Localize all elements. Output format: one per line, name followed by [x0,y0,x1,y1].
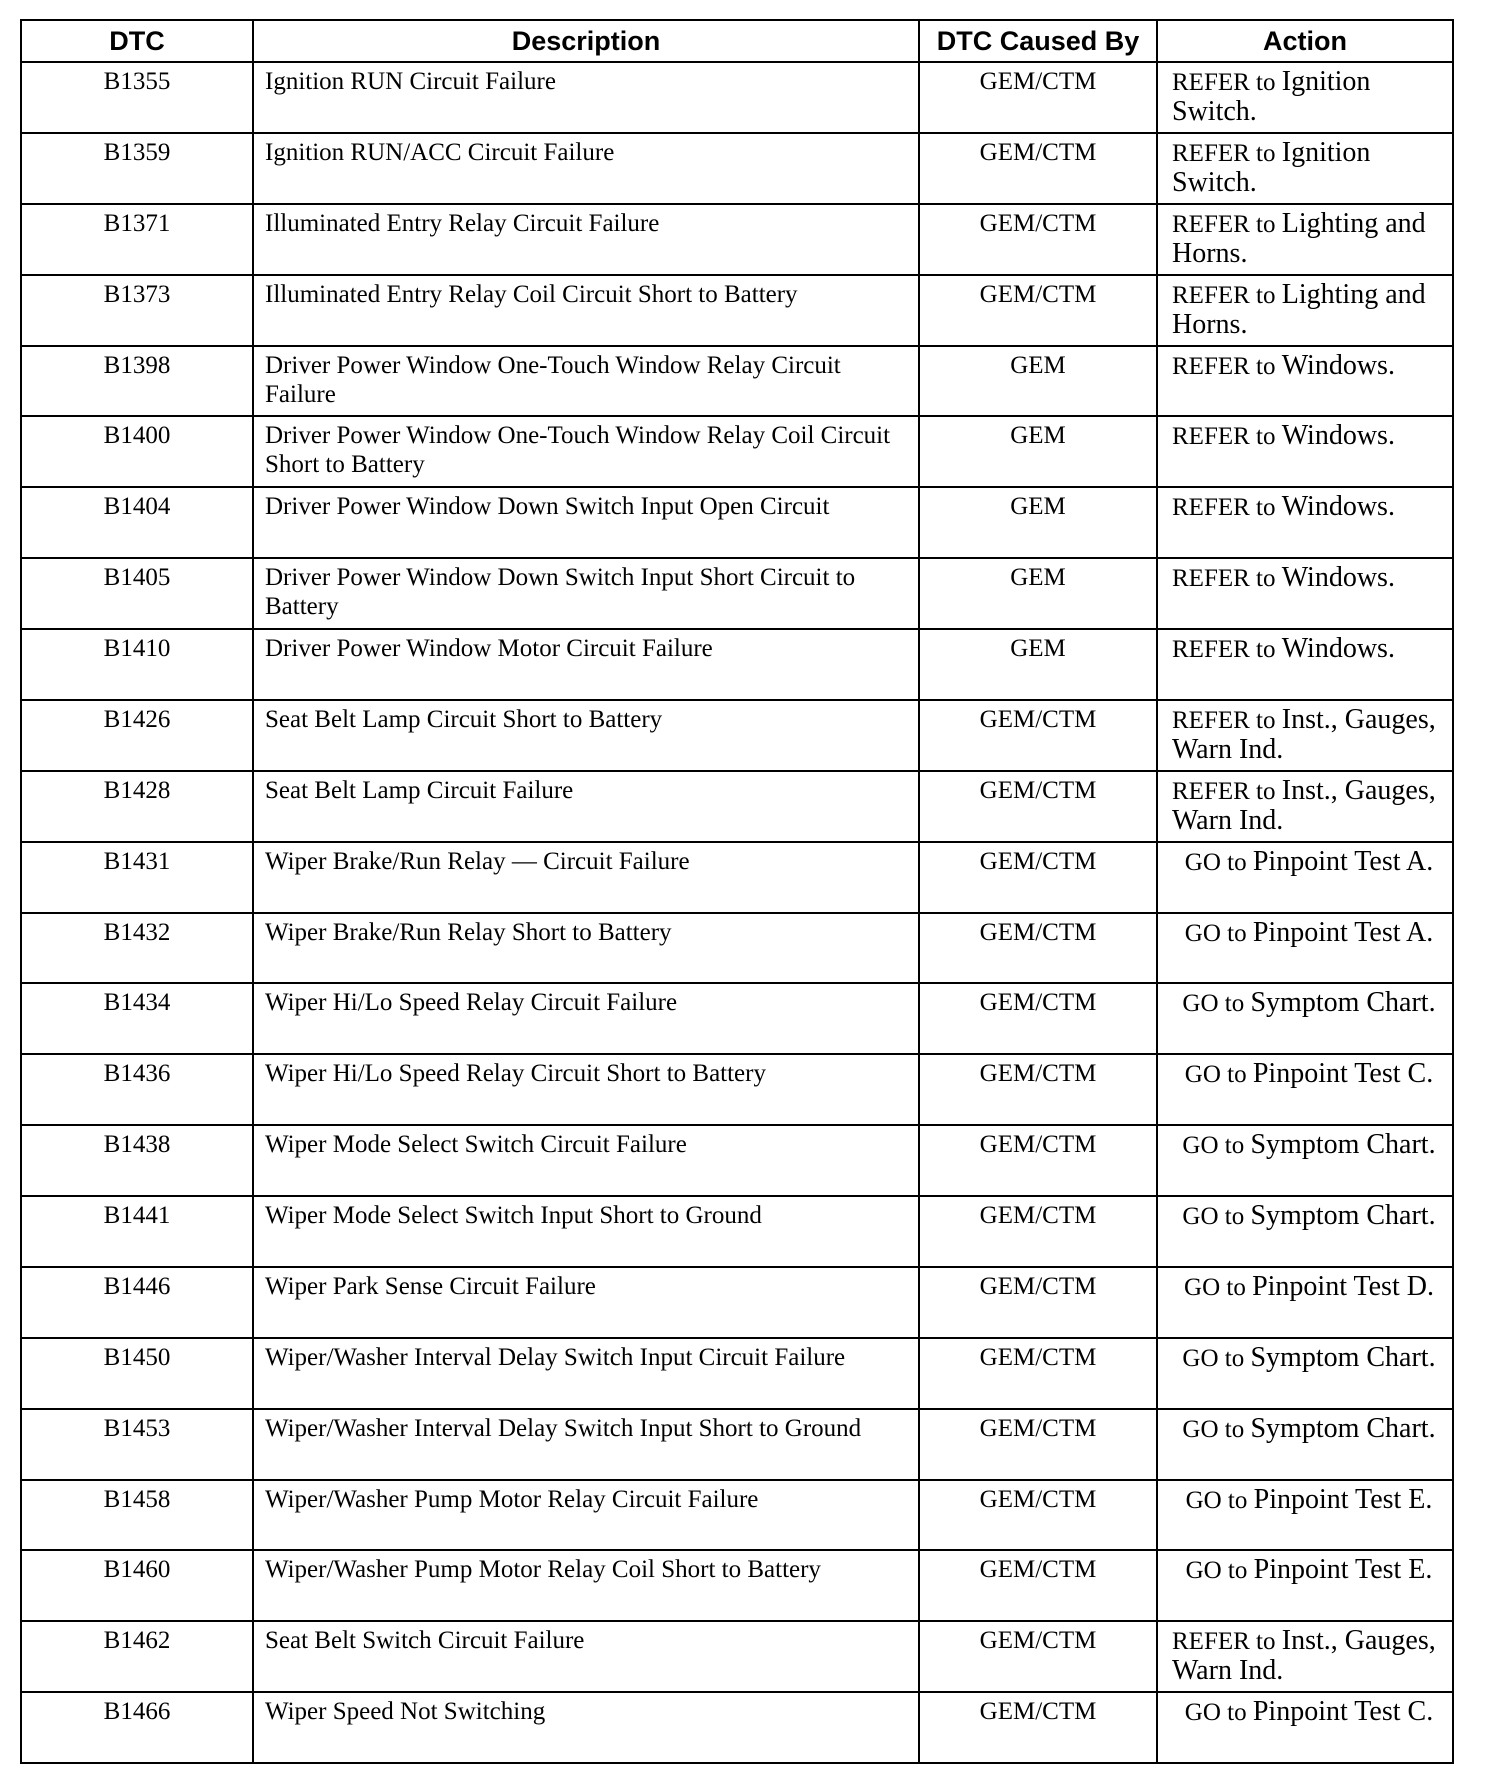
dtc-action [1157,1267,1453,1338]
dtc-description: Illuminated Entry Relay Circuit Failure [253,204,919,275]
action-target: Windows. [1281,349,1395,381]
action-verb: GO to [1184,848,1247,876]
action-verb: GO to [1184,1273,1246,1301]
dtc-action [1157,1621,1453,1692]
action-verb: REFER to [1172,281,1276,309]
dtc-caused-by: GEM/CTM [919,275,1157,346]
dtc-code: B1446 [21,1267,253,1338]
action-target: Windows. [1281,633,1395,664]
dtc-description: Driver Power Window Down Switch Input Open Circuit [253,487,919,558]
dtc-action [1157,62,1453,133]
table-body [21,62,1453,1763]
action-target: Ignition Switch. [1172,66,1371,127]
dtc-action [1157,1125,1453,1196]
action-verb: REFER to [1172,423,1276,451]
action-verb: REFER to [1172,636,1276,663]
dtc-description: Ignition RUN Circuit Failure [253,62,919,133]
action-target: Windows. [1281,491,1395,523]
dtc-caused-by: GEM/CTM [919,62,1157,133]
action-verb: GO to [1182,1132,1245,1160]
action-target: Pinpoint Test A. [1252,916,1434,948]
action-verb: REFER to [1172,565,1276,593]
dtc-description: Ignition RUN/ACC Circuit Failure [253,133,919,204]
table-row [21,346,1453,417]
table-row [21,1480,1453,1551]
dtc-description: Wiper Mode Select Switch Circuit Failure [253,1125,919,1196]
dtc-code: B1371 [21,204,253,275]
dtc-code: B1359 [21,133,253,204]
dtc-caused-by: GEM/CTM [919,1621,1157,1692]
action-target: Symptom Chart. [1250,1341,1436,1373]
table-row [21,416,1453,487]
action-target: Lighting and Horns. [1172,278,1426,340]
action-verb: GO to [1182,1344,1245,1372]
dtc-caused-by: GEM/CTM [919,204,1157,275]
action-verb: GO to [1185,1557,1248,1585]
dtc-description: Wiper Mode Select Switch Input Short to Ground [253,1196,919,1267]
table-row [21,558,1453,629]
dtc-code: B1458 [21,1480,253,1551]
table-header [21,20,1453,62]
dtc-caused-by: GEM/CTM [919,983,1157,1054]
dtc-description: Driver Power Window One-Touch Window Relay Circuit Failure [253,346,919,417]
action-target: Lighting and Horns. [1172,207,1426,269]
dtc-code: B1441 [21,1196,253,1267]
dtc-description: Wiper/Washer Pump Motor Relay Circuit Failure [253,1480,919,1551]
dtc-code: B1428 [21,771,253,842]
dtc-caused-by: GEM/CTM [919,1550,1157,1621]
dtc-code: B1426 [21,700,253,771]
table-row [21,842,1453,913]
dtc-description: Wiper/Washer Interval Delay Switch Input Circuit Failure [253,1338,919,1409]
dtc-description: Wiper Park Sense Circuit Failure [253,1267,919,1338]
dtc-description: Driver Power Window Down Switch Input Short Circuit to Battery [253,558,919,629]
table-row [21,700,1453,771]
dtc-code: B1432 [21,913,253,984]
dtc-action [1157,275,1453,346]
dtc-code: B1462 [21,1621,253,1692]
header-row [21,20,1453,62]
dtc-caused-by: GEM [919,558,1157,629]
dtc-description: Wiper Hi/Lo Speed Relay Circuit Short to Battery [253,1054,919,1125]
table-row [21,1267,1453,1338]
dtc-description: Wiper/Washer Interval Delay Switch Input Short to Ground [253,1409,919,1480]
header-caused-by: DTC Caused By [919,20,1157,62]
dtc-code: B1431 [21,842,253,913]
table-row [21,1621,1453,1692]
dtc-caused-by: GEM [919,346,1157,417]
dtc-action [1157,629,1453,700]
action-target: Pinpoint Test C. [1252,1696,1434,1728]
dtc-code: B1438 [21,1125,253,1196]
table-row [21,204,1453,275]
dtc-description: Wiper Brake/Run Relay Short to Battery [253,913,919,984]
dtc-caused-by: GEM/CTM [919,1480,1157,1551]
dtc-code: B1410 [21,629,253,700]
table-row [21,983,1453,1054]
dtc-action [1157,1480,1453,1551]
table-row [21,1054,1453,1125]
dtc-caused-by: GEM/CTM [919,771,1157,842]
dtc-action [1157,771,1453,842]
action-verb: GO to [1184,1699,1247,1727]
action-target: Inst., Gauges, Warn Ind. [1172,1625,1436,1687]
table-row [21,771,1453,842]
dtc-action [1157,1054,1453,1125]
dtc-table [20,19,1454,1764]
table-row [21,1196,1453,1267]
action-verb: REFER to [1172,706,1276,734]
dtc-description: Wiper/Washer Pump Motor Relay Coil Short to Battery [253,1550,919,1621]
table-row [21,1692,1453,1763]
dtc-action [1157,842,1453,913]
dtc-code: B1453 [21,1409,253,1480]
dtc-caused-by: GEM/CTM [919,1267,1157,1338]
table-row [21,275,1453,346]
dtc-description: Wiper Brake/Run Relay — Circuit Failure [253,842,919,913]
dtc-caused-by: GEM/CTM [919,1692,1157,1763]
dtc-action [1157,1409,1453,1480]
header-action: Action [1157,20,1453,62]
action-target: Symptom Chart. [1250,1129,1436,1161]
dtc-action [1157,346,1453,417]
dtc-caused-by: GEM/CTM [919,913,1157,984]
dtc-action [1157,1196,1453,1267]
dtc-action [1157,133,1453,204]
dtc-description: Wiper Hi/Lo Speed Relay Circuit Failure [253,983,919,1054]
action-target: Symptom Chart. [1250,1412,1436,1444]
table-row [21,1338,1453,1409]
action-target: Pinpoint Test C. [1252,1058,1434,1090]
dtc-code: B1373 [21,275,253,346]
dtc-code: B1404 [21,487,253,558]
dtc-action [1157,204,1453,275]
action-verb: GO to [1184,1061,1247,1089]
dtc-code: B1460 [21,1550,253,1621]
dtc-action [1157,983,1453,1054]
dtc-code: B1355 [21,62,253,133]
action-verb: GO to [1185,1486,1248,1514]
dtc-description: Wiper Speed Not Switching [253,1692,919,1763]
dtc-description: Seat Belt Switch Circuit Failure [253,1621,919,1692]
action-target: Pinpoint Test E. [1253,1483,1433,1515]
dtc-description: Illuminated Entry Relay Coil Circuit Short to Battery [253,275,919,346]
dtc-action [1157,1338,1453,1409]
dtc-caused-by: GEM/CTM [919,1196,1157,1267]
action-verb: REFER to [1172,69,1276,96]
action-target: Symptom Chart. [1250,1200,1436,1231]
action-verb: REFER to [1172,777,1276,805]
table-row [21,913,1453,984]
dtc-caused-by: GEM [919,416,1157,487]
action-verb: GO to [1182,1203,1245,1230]
dtc-action [1157,700,1453,771]
action-target: Symptom Chart. [1250,987,1436,1019]
table-row [21,1409,1453,1480]
dtc-caused-by: GEM [919,487,1157,558]
table-row [21,1550,1453,1621]
dtc-caused-by: GEM/CTM [919,1125,1157,1196]
dtc-code: B1398 [21,346,253,417]
action-target: Ignition Switch. [1172,136,1371,198]
dtc-caused-by: GEM/CTM [919,133,1157,204]
action-target: Windows. [1281,562,1395,594]
action-verb: REFER to [1172,139,1276,167]
action-verb: REFER to [1172,1628,1276,1656]
dtc-description: Seat Belt Lamp Circuit Failure [253,771,919,842]
dtc-caused-by: GEM/CTM [919,1338,1157,1409]
action-target: Pinpoint Test D. [1252,1270,1434,1302]
dtc-description: Seat Belt Lamp Circuit Short to Battery [253,700,919,771]
dtc-action [1157,913,1453,984]
action-target: Inst., Gauges, Warn Ind. [1172,774,1436,836]
table-row [21,1125,1453,1196]
dtc-action [1157,416,1453,487]
dtc-action [1157,1550,1453,1621]
action-verb: GO to [1182,990,1245,1018]
dtc-code: B1405 [21,558,253,629]
table-row [21,133,1453,204]
dtc-caused-by: GEM [919,629,1157,700]
action-verb: REFER to [1172,352,1276,380]
dtc-action [1157,487,1453,558]
dtc-code: B1466 [21,1692,253,1763]
dtc-code: B1450 [21,1338,253,1409]
action-target: Pinpoint Test A. [1252,845,1434,877]
action-target: Windows. [1281,420,1395,452]
dtc-action [1157,1692,1453,1763]
dtc-code: B1436 [21,1054,253,1125]
dtc-caused-by: GEM/CTM [919,700,1157,771]
dtc-code: B1434 [21,983,253,1054]
action-verb: REFER to [1172,210,1276,238]
action-verb: GO to [1182,1415,1245,1443]
table-row [21,62,1453,133]
action-verb: GO to [1184,919,1247,947]
table-row [21,629,1453,700]
dtc-code: B1400 [21,416,253,487]
dtc-caused-by: GEM/CTM [919,1054,1157,1125]
table-row [21,487,1453,558]
dtc-caused-by: GEM/CTM [919,842,1157,913]
action-target: Inst., Gauges, Warn Ind. [1172,703,1436,765]
action-verb: REFER to [1172,494,1276,522]
header-description: Description [253,20,919,62]
dtc-description: Driver Power Window One-Touch Window Relay Coil Circuit Short to Battery [253,416,919,487]
dtc-caused-by: GEM/CTM [919,1409,1157,1480]
dtc-action [1157,558,1453,629]
header-dtc: DTC [21,20,253,62]
action-target: Pinpoint Test E. [1253,1554,1433,1586]
dtc-description: Driver Power Window Motor Circuit Failure [253,629,919,700]
